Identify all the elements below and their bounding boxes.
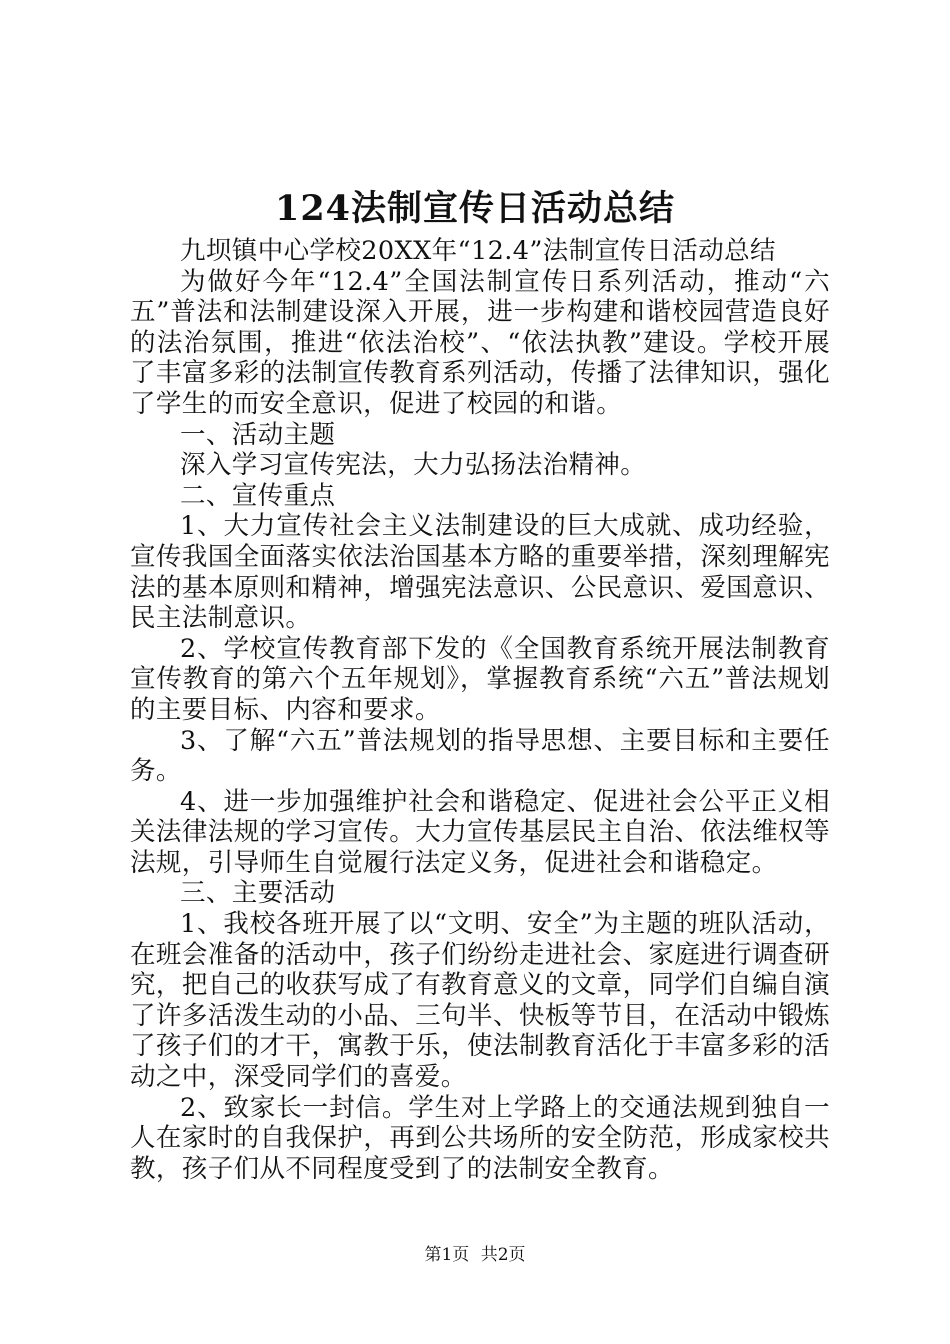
page-total: 共2页 [480, 1245, 526, 1265]
document-title: 124法制宣传日活动总结 [274, 188, 676, 229]
paragraph-focus-3: 3、了解“六五”普法规划的指导思想、主要目标和主要任务。 [130, 725, 830, 787]
paragraph-focus-2: 2、学校宣传教育部下发的《全国教育系统开展法制教育宣传教育的第六个五年规划》，掌握教育系统“六五”普法规划的主要目标、内容和要求。 [130, 633, 830, 725]
page-footer [0, 1243, 950, 1267]
paragraph-focus-1: 1、大力宣传社会主义法制建设的巨大成就、成功经验，宣传我国全面落实依法治国基本方略的重要举措，深刻理解宪法的基本原则和精神，增强宪法意识、公民意识、爱国意识、民主法制意识。 [130, 511, 830, 634]
paragraph-intro: 为做好今年“12.4”全国法制宣传日系列活动，推动“六五”普法和法制建设深入开展，进一步构建和谐校园营造良好的法治氛围，推进“依法治校”、“依法执教”建设。学校开展了丰富多彩的法制宣传教育系列活动，传播了法律知识，强化了学生的而安全意识，促进了校园的和谐。 [130, 266, 830, 419]
section-heading-focus: 二、宣传重点 [180, 480, 336, 511]
paragraph-activity-2: 2、致家长一封信。学生对上学路上的交通法规到独自一人在家时的自我保护，再到公共场所的安全防范，形成家校共教，孩子们从不同程度受到了的法制安全教育。 [130, 1092, 830, 1184]
paragraph-focus-4: 4、进一步加强维护社会和谐稳定、促进社会公平正义相关法律法规的学习宣传。大力宣传基层民主自治、依法维权等法规，引导师生自觉履行法定义务，促进社会和谐稳定。 [130, 786, 830, 878]
section-heading-theme: 一、活动主题 [180, 419, 336, 450]
section-heading-activities: 三、主要活动 [180, 878, 336, 909]
page-number: 第1页 [424, 1245, 470, 1265]
paragraph-subtitle: 九坝镇中心学校20XX年“12.4”法制宣传日活动总结 [180, 236, 776, 266]
paragraph-activity-1: 1、我校各班开展了以“文明、安全”为主题的班队活动，在班会准备的活动中，孩子们纷纷走进社会、家庭进行调查研究，把自己的收获写成了有教育意义的文章，同学们自编自演了许多活泼生动的小品、三句半、快板等节目，在活动中锻炼了孩子们的才干，寓教于乐，使法制教育活化于丰富多彩的活动之中，深受同学们的喜爱。 [130, 909, 830, 1093]
document-body [130, 236, 830, 1184]
paragraph-theme: 深入学习宣传宪法，大力弘扬法治精神。 [180, 450, 647, 481]
